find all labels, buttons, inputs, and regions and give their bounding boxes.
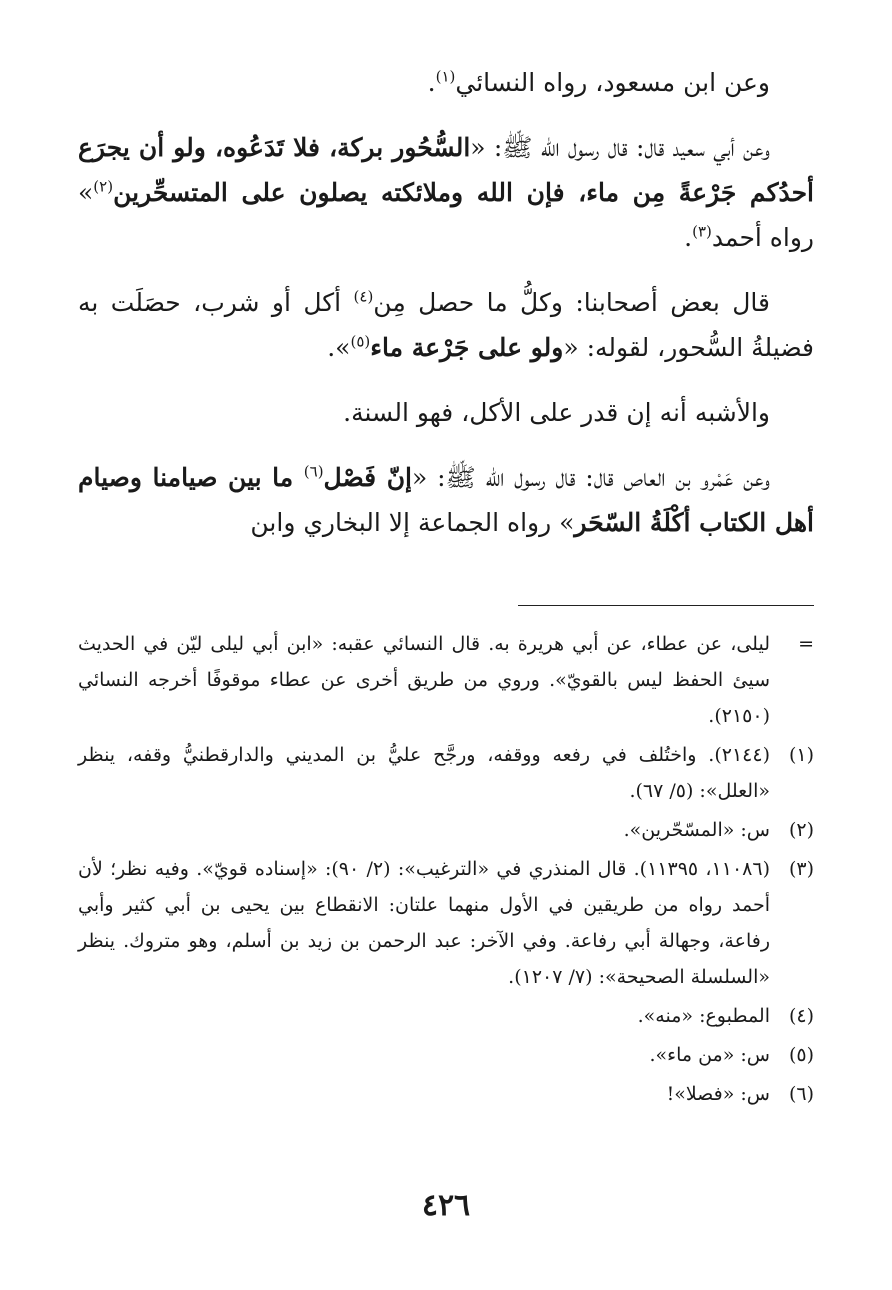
paragraph-3-body: أكل أو شرب، حصَلَت به فضيلةُ السُّحور، لقوله: «	[78, 288, 814, 362]
footnote-separator	[518, 605, 814, 606]
footnote-text: ليلى، عن عطاء، عن أبي هريرة به. قال النسائي عقبه: «ابن أبي ليلى ليّن في الحديث سيئ الحفظ ليس بالقويّ». وروي من طريق أخرى عن عطاء موقوفًا أخرجه النسائي (٢١٥٠).	[78, 633, 770, 727]
footnote-marker: (٥)	[788, 1044, 814, 1066]
paragraph-2-source: » رواه أحمد	[78, 178, 814, 252]
footnote-ref-3: (٣)	[692, 222, 712, 241]
paragraph-5-intro: وعن عَمْرو بن العاص قال: قال رسول الله ﷺ: «	[412, 463, 770, 492]
footnote-ref-6: (٦)	[303, 462, 324, 481]
hadith-quote-3a: إنّ فَصْل	[323, 463, 413, 492]
footnote-marker: (٣)	[788, 858, 814, 880]
footnote-marker: (٢)	[788, 819, 814, 841]
paragraph-1	[78, 60, 814, 105]
footnote-4	[78, 998, 814, 1034]
paragraph-5	[78, 455, 814, 545]
footnote-1	[78, 737, 814, 809]
hadith-quote-3b: ما بين صيامنا وصيام أهل الكتاب أكْلَةُ السّحَر	[78, 463, 814, 537]
footnote-text: المطبوع: «منه».	[637, 1005, 770, 1027]
paragraph-3-intro: قال بعض أصحابنا: وكلُّ ما حصل مِن	[373, 288, 771, 317]
footnote-marker: (٤)	[788, 1005, 814, 1027]
paragraph-1-end: .	[427, 68, 436, 97]
footnote-marker: =	[798, 633, 814, 655]
paragraph-2	[78, 125, 814, 260]
paragraph-3	[78, 280, 814, 370]
footnote-marker: (١)	[788, 744, 814, 766]
paragraph-4: والأشبه أنه إن قدر على الأكل، فهو السنة.	[343, 398, 770, 427]
page-number: ٤٢٦	[421, 1188, 471, 1223]
footnote-5	[78, 1037, 814, 1073]
footnote-2	[78, 812, 814, 848]
footnote-ref-5: (٥)	[350, 332, 371, 351]
footnote-3	[78, 851, 814, 995]
footnote-ref-4: (٤)	[353, 287, 374, 306]
footnote-continuation	[78, 626, 814, 734]
footnote-ref-1: (١)	[435, 67, 456, 86]
paragraph-2-end: .	[684, 223, 693, 252]
footnote-6	[78, 1076, 814, 1112]
main-text	[78, 60, 814, 565]
footnotes	[78, 626, 814, 1115]
footnote-text: (١١٠٨٦، ١١٣٩٥). قال المنذري في «الترغيب»: (٢/ ٩٠): «إسناده قويّ». وفيه نظر؛ لأن أحمد رواه من طريقين في الأول منهما علتان: الانقطاع بين يحيى بن أبي كثير وأبي رفاعة، وجهالة أبي رفاعة. وفي الآخر: عبد الرحمن بن زيد بن أسلم، وهو متروك. ينظر «السلسلة الصحيحة»: (٧/ ١٢٠٧).	[78, 858, 770, 988]
footnote-text: س: «من ماء».	[649, 1044, 770, 1066]
footnote-marker: (٦)	[788, 1083, 814, 1105]
paragraph-2-intro: وعن أبي سعيد قال: قال رسول الله ﷺ: «	[470, 133, 770, 162]
paragraph-3-end: ».	[327, 333, 351, 362]
paragraph-1-text: وعن ابن مسعود، رواه النسائي	[455, 68, 770, 97]
footnote-text: (٢١٤٤). واختُلف في رفعه ووقفه، ورجَّح عليُّ بن المديني والدارقطنيُّ وقفه، ينظر «العلل»: (٥/ ٦٧).	[78, 744, 770, 802]
hadith-quote-2: ولو على جَرْعة ماء	[370, 333, 564, 362]
footnote-ref-2: (٢)	[93, 177, 114, 196]
paragraph-5-source: » رواه الجماعة إلا البخاري وابن	[250, 508, 575, 537]
hadith-quote-1: السُّحُور بركة، فلا تَدَعُوه، ولو أن يجرَع أحدُكم جَرْعةً مِن ماء، فإن الله وملائكته يصلون على المتسحِّرين	[78, 133, 814, 207]
footnote-text: س: «المسّحّرين».	[623, 819, 770, 841]
footnote-text: س: «فصلا»!	[666, 1083, 770, 1105]
